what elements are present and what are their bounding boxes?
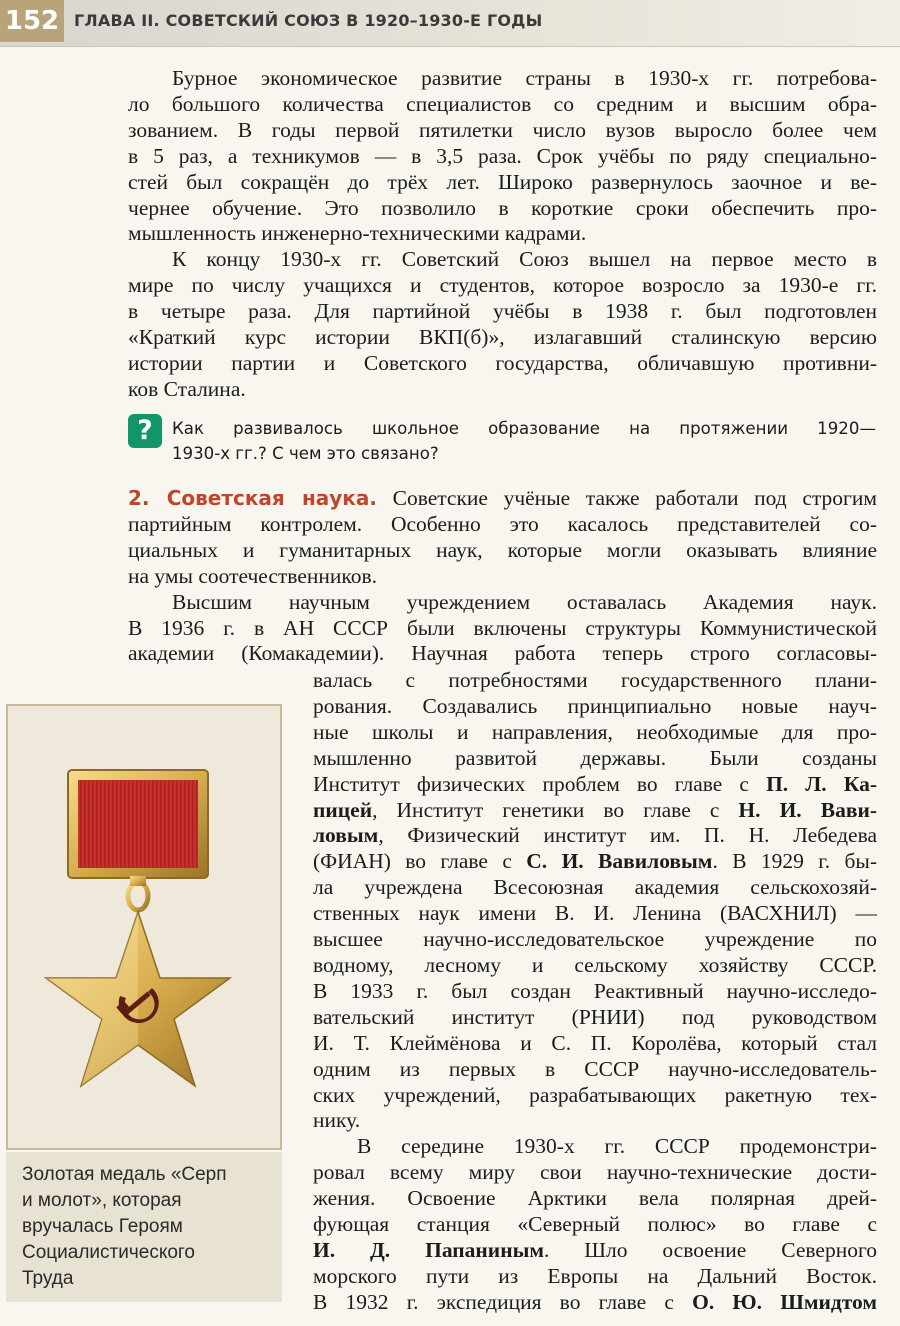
text-line: мире по числу учащихся и студентов, которое возросло за 1930-е гг. (128, 273, 877, 298)
text-line: нику. (313, 1108, 361, 1133)
text-line: на умы соотечественников. (128, 563, 378, 588)
person-name: ловым (313, 823, 379, 848)
medal-photo (6, 704, 282, 1150)
section-2-text (128, 486, 877, 667)
text-line: К концу 1930-х гг. Советский Союз вышел на первое место в (172, 247, 877, 272)
text-line: ло большого количества специалистов со средним и высшим обра- (128, 91, 877, 116)
person-name: Н. И. Вави- (738, 797, 877, 822)
text-line: И. Т. Клеймёнова и С. П. Королёва, который стал (313, 1030, 877, 1055)
medal-ring (128, 882, 148, 910)
text-line: циальных и гуманитарных наук, которые могли оказывать влияние (128, 537, 877, 562)
text-line: рования. Создавались принципиально новые науч- (313, 693, 877, 718)
intro-paragraph-2 (128, 247, 877, 402)
caption-line: Труда (22, 1268, 74, 1289)
person-name: О. Ю. Шмидтом (692, 1289, 877, 1314)
text-line: ные школы и направления, необходимые для про- (313, 719, 877, 744)
text-line (313, 1238, 877, 1264)
text-line: в 5 раз, а техникумов — в 3,5 раза. Срок учёбы по ряду специально- (128, 143, 877, 168)
text-line: фующая станция «Северный полюс» во главе с (313, 1212, 877, 1237)
text-line: ла учреждена Всесоюзная академия сельскохозяй- (313, 875, 877, 900)
text-line: истории партии и Советского государства, обличавшую противни- (128, 350, 877, 375)
text-line: водному, лесному и сельскому хозяйству СССР. (313, 952, 877, 977)
person-name: И. Д. Папаниным (313, 1237, 545, 1262)
section-title: 2. Советская наука. (128, 486, 377, 510)
text-line: Высшим научным учреждением оставалась Академия наук. (172, 589, 877, 614)
text-line: вательский институт (РНИИ) под руководством (313, 1004, 877, 1029)
text-fragment: . В 1929 г. бы- (712, 849, 877, 874)
text-fragment: (ФИАН) во главе с (313, 849, 527, 874)
person-name: П. Л. Ка- (766, 771, 877, 796)
question-icon: ? (128, 414, 162, 448)
text-line: Как развивалось школьное образование на протяжении 1920— (172, 419, 876, 438)
text-line: мышленность инженерно-техническими кадрами. (128, 221, 587, 246)
text-line (128, 486, 877, 512)
text-line (313, 772, 877, 798)
text-line: ских учреждений, разрабатывающих ракетную тех- (313, 1082, 877, 1107)
caption-line: Социалистического (22, 1242, 196, 1263)
text-line: академии (Комакадемии). Научная работа теперь строго согласовы- (128, 641, 877, 666)
medal-ribbon (78, 780, 198, 868)
person-name: пицей (313, 797, 373, 822)
text-line: валась с потребностями государственного плани- (313, 668, 877, 692)
text-fragment: В 1932 г. экспедиция во главе с (313, 1289, 693, 1314)
page-header (0, 0, 900, 47)
text-fragment: Институт физических проблем во главе с (313, 771, 767, 796)
text-fragment: . Шло освоение Северного (544, 1237, 877, 1262)
text-line: В 1933 г. был создан Реактивный научно-исследо- (313, 978, 877, 1003)
caption-line: и молот», которая (22, 1190, 182, 1211)
text-fragment: , Институт генетики во главе с (372, 797, 739, 822)
text-line: ков Сталина. (128, 376, 246, 401)
text-line (313, 849, 877, 875)
text-line: Бурное экономическое развитие страны в 1930-х гг. потребова- (172, 66, 877, 90)
text-line: одним из первых в СССР научно-исследователь- (313, 1056, 877, 1081)
text-line: чернее обучение. Это позволило в короткие сроки обеспечить про- (128, 195, 877, 220)
text-line: 1930-х гг.? С чем это связано? (172, 444, 439, 463)
text-line (313, 823, 877, 849)
text-line (313, 798, 877, 824)
intro-paragraph-1 (128, 66, 877, 247)
medal-illustration (8, 706, 280, 1148)
text-line: стей был сокращён до трёх лет. Широко развернулось заочное и ве- (128, 169, 877, 194)
text-line: жения. Освоение Арктики вела полярная дрей- (313, 1186, 877, 1211)
text-line: высшее научно-исследовательское учреждение по (313, 927, 877, 952)
text-line (313, 1290, 877, 1316)
text-fragment: Советские учёные также работали под строгим (376, 486, 877, 510)
text-line: В 1936 г. в АН СССР были включены структуры Коммунистической (128, 615, 877, 640)
figure-caption (6, 1152, 282, 1302)
text-line: мышленно развитой державы. Были созданы (313, 745, 877, 770)
text-line: партийным контролем. Особенно это касалось представителей со- (128, 511, 877, 536)
page-number: 152 (0, 0, 64, 42)
caption-line: вручалась Героям (22, 1216, 183, 1237)
text-line: морского пути из Европы на Дальний Восток. (313, 1263, 877, 1288)
chapter-title: ГЛАВА II. СОВЕТСКИЙ СОЮЗ В 1920–1930-Е ГОДЫ (74, 11, 543, 30)
intro-text (128, 66, 877, 403)
section-2-narrow-text (313, 668, 877, 1316)
text-line: «Краткий курс истории ВКП(б)», излагавший сталинскую версию (128, 325, 877, 350)
person-name: С. И. Вавиловым (526, 849, 713, 874)
text-line: ровал всему миру свои научно-технические дости- (313, 1160, 877, 1185)
text-line: зованием. В годы первой пятилетки число вузов выросло более чем (128, 117, 877, 142)
caption-line: Золотая медаль «Серп (22, 1164, 227, 1185)
text-line: ственных наук имени В. И. Ленина (ВАСХНИЛ) — (313, 901, 877, 926)
text-line: В середине 1930-х гг. СССР продемонстри- (357, 1134, 877, 1159)
text-fragment: , Физический институт им. П. Н. Лебедева (378, 823, 877, 848)
text-line: в четыре раза. Для партийной учёбы в 1938 г. был подготовлен (128, 299, 877, 324)
question-text (172, 416, 876, 466)
